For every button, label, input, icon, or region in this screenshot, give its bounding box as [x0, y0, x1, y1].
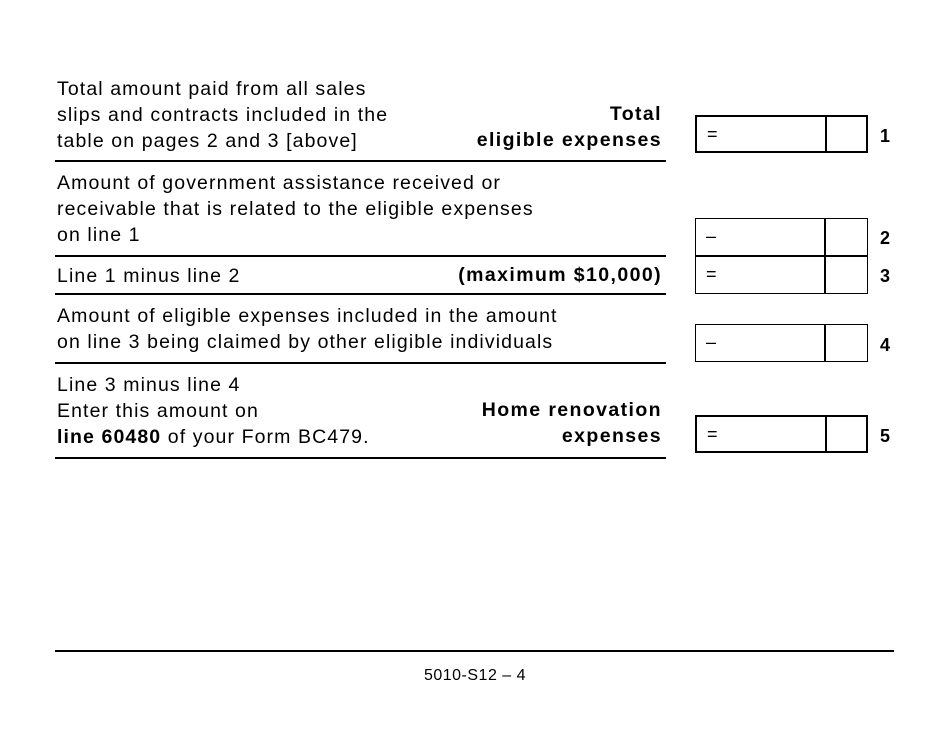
cents-divider — [825, 417, 827, 451]
divider — [55, 160, 666, 162]
line-4-description: Amount of eligible expenses included in the amount on line 3 being claimed by other eligible individuals — [57, 305, 558, 353]
line-2-operator: – — [706, 226, 717, 246]
line-1-operator: = — [707, 124, 718, 144]
line-2-description: Amount of government assistance received or receivable that is related to the eligible expenses on line 1 — [57, 172, 534, 246]
line-4-operator: – — [706, 332, 717, 352]
line-5-description-line: Enter this amount on — [57, 400, 259, 422]
line-2-number: 2 — [880, 228, 891, 248]
line-2-amount-field[interactable] — [695, 218, 868, 256]
line-3-label: (maximum $10,000) — [458, 264, 662, 286]
line-3-number: 3 — [880, 266, 891, 286]
line-5-reference: line 60480 — [57, 426, 162, 448]
form-code: 5010-S12 – 4 — [423, 667, 527, 684]
line-5-reference-tail: of your Form BC479. — [161, 426, 370, 448]
line-4-number: 4 — [880, 335, 891, 355]
line-5-description-line: Line 3 minus line 4 — [57, 374, 241, 396]
cents-divider — [825, 117, 827, 151]
line-1-number: 1 — [880, 126, 891, 146]
footer-divider — [55, 650, 894, 652]
divider — [55, 457, 666, 459]
line-4-amount-field[interactable] — [695, 324, 868, 362]
divider — [55, 362, 666, 364]
divider — [55, 293, 666, 295]
line-1-amount-field[interactable] — [695, 115, 868, 153]
line-5-amount-field[interactable] — [695, 415, 868, 453]
line-3-operator: = — [706, 264, 717, 284]
cents-divider — [824, 219, 826, 255]
line-1-description: Total amount paid from all sales slips and contracts included in the table on pages 2 and 3 [above] — [57, 78, 389, 152]
cents-divider — [824, 257, 826, 293]
divider — [55, 255, 666, 257]
cents-divider — [824, 325, 826, 361]
line-5-number: 5 — [880, 426, 891, 446]
line-1-label: Total eligible expenses — [476, 103, 662, 151]
line-3-amount-field[interactable] — [695, 256, 868, 294]
line-5-label: Home renovation expenses — [481, 399, 662, 447]
line-5-operator: = — [707, 424, 718, 444]
line-3-description: Line 1 minus line 2 — [57, 265, 241, 287]
